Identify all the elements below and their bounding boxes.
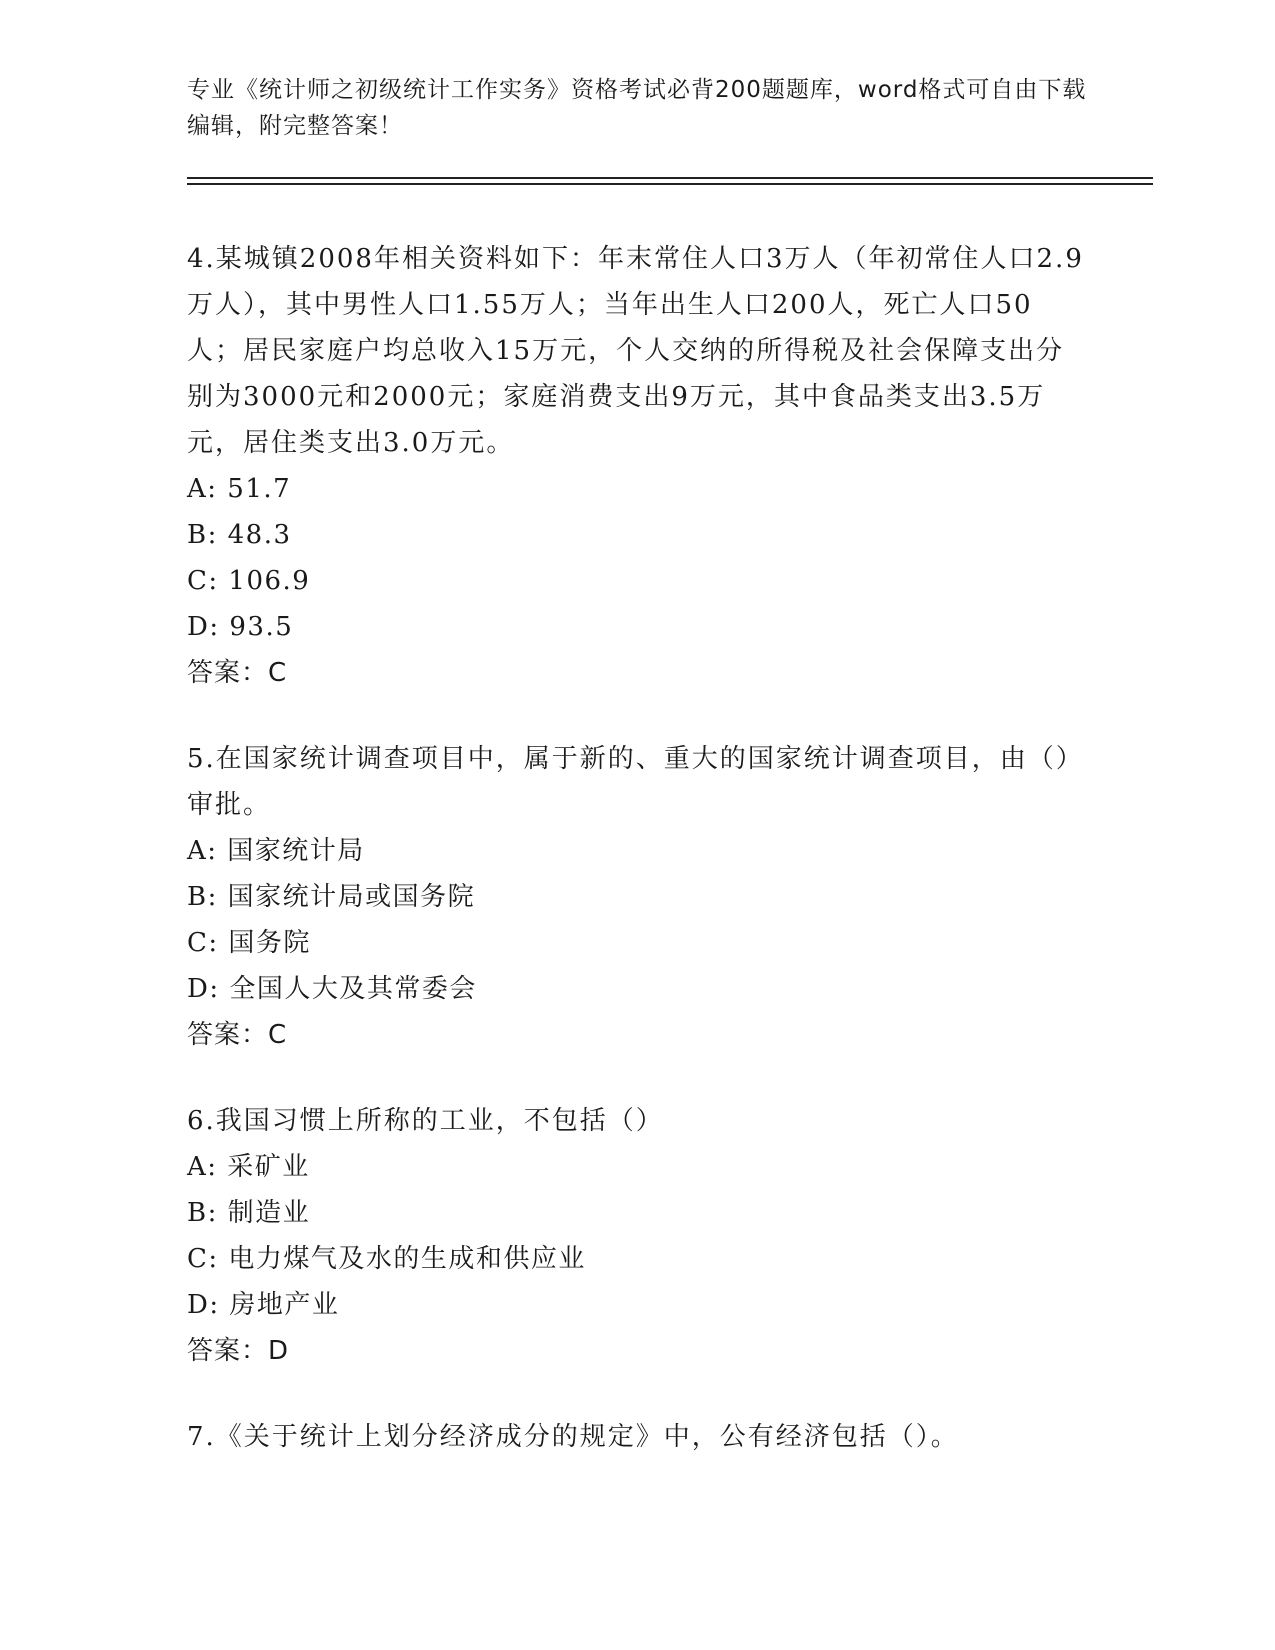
option-d: D: 93.5 [187, 612, 294, 642]
answer: 答案：D [187, 1336, 290, 1366]
header-divider-bottom [187, 183, 1153, 185]
question-list [187, 236, 1087, 1500]
option-d: D: 全国人大及其常委会 [187, 974, 477, 1004]
question-4 [187, 236, 1087, 696]
question-stem: 4.某城镇2008年相关资料如下：年末常住人口3万人（年初常住人口2.9万人），其中男性人口1.55万人；当年出生人口200人，死亡人口50人；居民家庭户均总收入15万元，个人交纳的所得税及社会保障支出分别为3000元和2000元；家庭消费支出9万元，其中食品类支出3.5万元，居住类支出3.0万元。 [187, 244, 1084, 458]
option-a: A: 国家统计局 [187, 836, 365, 866]
question-stem: 5.在国家统计调查项目中，属于新的、重大的国家统计调查项目，由（）审批。 [187, 744, 1084, 820]
option-b: B: 制造业 [187, 1198, 311, 1228]
question-stem: 7.《关于统计上划分经济成分的规定》中，公有经济包括（）。 [187, 1422, 959, 1452]
question-5 [187, 736, 1087, 1058]
question-7 [187, 1414, 1087, 1460]
option-a: A: 51.7 [187, 474, 292, 504]
document-header: 专业《统计师之初级统计工作实务》资格考试必背200题题库，word格式可自由下载编辑，附完整答案！ [187, 77, 1087, 139]
question-stem: 6.我国习惯上所称的工业，不包括（） [187, 1106, 664, 1136]
option-c: C: 国务院 [187, 928, 311, 958]
header-divider-top [187, 177, 1153, 179]
option-a: A: 采矿业 [187, 1152, 310, 1182]
question-6 [187, 1098, 1087, 1374]
option-d: D: 房地产业 [187, 1290, 340, 1320]
option-b: B: 48.3 [187, 520, 292, 550]
answer: 答案：C [187, 1020, 288, 1050]
option-c: C: 106.9 [187, 566, 311, 596]
option-c: C: 电力煤气及水的生成和供应业 [187, 1244, 586, 1274]
option-b: B: 国家统计局或国务院 [187, 882, 476, 912]
answer: 答案：C [187, 658, 288, 688]
